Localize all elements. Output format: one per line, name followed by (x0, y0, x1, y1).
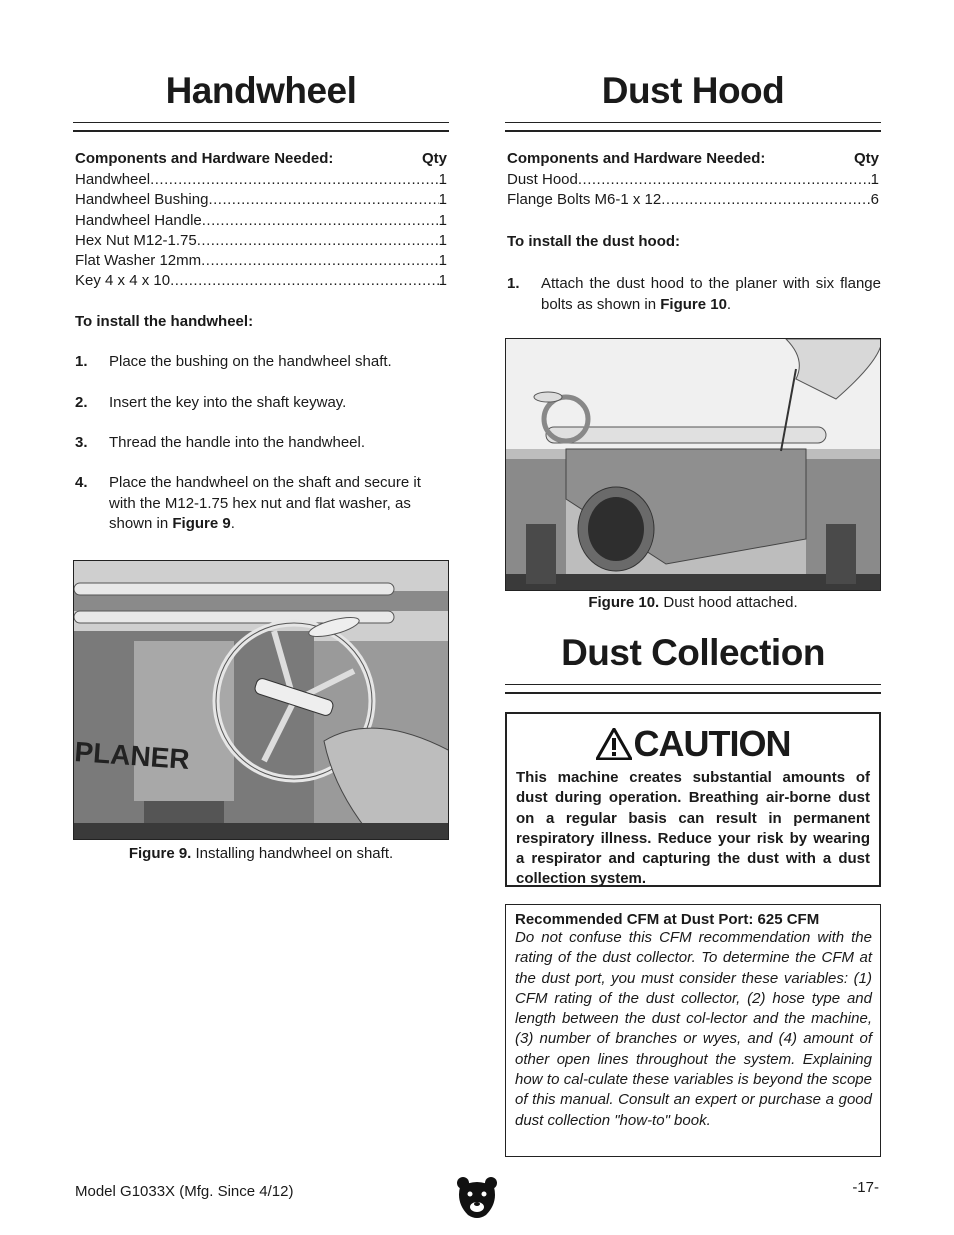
parts-list-item: Flange Bolts M6-1 x 12 ..... 6 (507, 190, 879, 210)
handwheel-title: Handwheel (165, 70, 357, 111)
warning-triangle-icon (596, 728, 632, 760)
dust-hood-photo (506, 339, 881, 590)
components-label: Components and Hardware Needed: (75, 150, 334, 167)
install-heading: To install the dust hood: (507, 233, 681, 250)
caution-text: This machine creates substantial amounts of dust during operation. Breathing air-borne dust on a regular basis can result in permanent respiratory illness. Reduce your risk by wearing a respirator and capturing the dust with a dust collection system. (516, 769, 870, 888)
cfm-text: Do not confuse this CFM recommendation with the rating of the dust collector. To determine the CFM at the dust port, you must consider these variables: (1) CFM rating of the dust collector, (2) hose type and length between the dust col-lector and the machine, (3) number of branches or wyes, and (4) amount of other open lines throughout the system. Explaining how to cal-culate these variables is beyond the scope of this manual. Consult an expert or purchase a good dust collection "how-to" book. (515, 929, 872, 1129)
parts-list-item: Handwheel Handle ..... 1 (75, 211, 447, 231)
qty-label: Qty (853, 150, 879, 167)
cfm-title: Recommended CFM at Dust Port: 625 CFM (515, 911, 820, 928)
bear-logo-icon (456, 1175, 498, 1224)
caution-header (516, 722, 870, 766)
figure-10-caption: Figure 10. Dust hood attached. (588, 594, 798, 611)
parts-list (507, 170, 879, 211)
parts-list-item: Handwheel Bushing ..... 1 (75, 190, 447, 210)
figure-9-image (73, 560, 449, 840)
step-2: 2. Insert the key into the shaft keyway. (75, 394, 347, 411)
parts-list-item: Flat Washer 12mm ..... 1 (75, 251, 447, 271)
planer-decal-text: PLANER (74, 736, 191, 776)
parts-list (75, 170, 447, 292)
title-rule (505, 122, 881, 132)
cfm-box (505, 904, 881, 1157)
components-label: Components and Hardware Needed: (507, 150, 766, 167)
step-1: 1. Attach the dust hood to the planer with six flange bolts as shown in Figure 10. (507, 275, 881, 313)
title-rule (73, 122, 449, 132)
parts-list-item: Dust Hood ..... 1 (507, 170, 879, 190)
title-rule (505, 684, 881, 694)
figure-10-image (505, 338, 881, 591)
parts-list-item: Hex Nut M12-1.75 ..... 1 (75, 231, 447, 251)
caution-box (505, 712, 881, 887)
qty-label: Qty (421, 150, 447, 167)
install-heading: To install the handwheel: (75, 313, 254, 330)
components-header (507, 150, 879, 167)
step-1: 1. Place the bushing on the handwheel shaft. (75, 353, 392, 370)
step-4: 4. Place the handwheel on the shaft and secure it with the M12-1.75 hex nut and flat washer, as shown in Figure 9. (75, 474, 421, 532)
components-header (75, 150, 447, 167)
parts-list-item: Handwheel ..... 1 (75, 170, 447, 190)
caution-title: CAUTION (633, 723, 791, 764)
dust-hood-title: Dust Hood (601, 70, 785, 111)
dust-collection-title: Dust Collection (561, 632, 825, 673)
handwheel-photo (74, 561, 449, 839)
step-3: 3. Thread the handle into the handwheel. (75, 434, 366, 451)
parts-list-item: Key 4 x 4 x 10 ..... 1 (75, 271, 447, 291)
figure-9-caption: Figure 9. Installing handwheel on shaft. (128, 845, 394, 862)
footer-page-number: -17- (852, 1179, 879, 1196)
footer-model: Model G1033X (Mfg. Since 4/12) (75, 1183, 294, 1200)
